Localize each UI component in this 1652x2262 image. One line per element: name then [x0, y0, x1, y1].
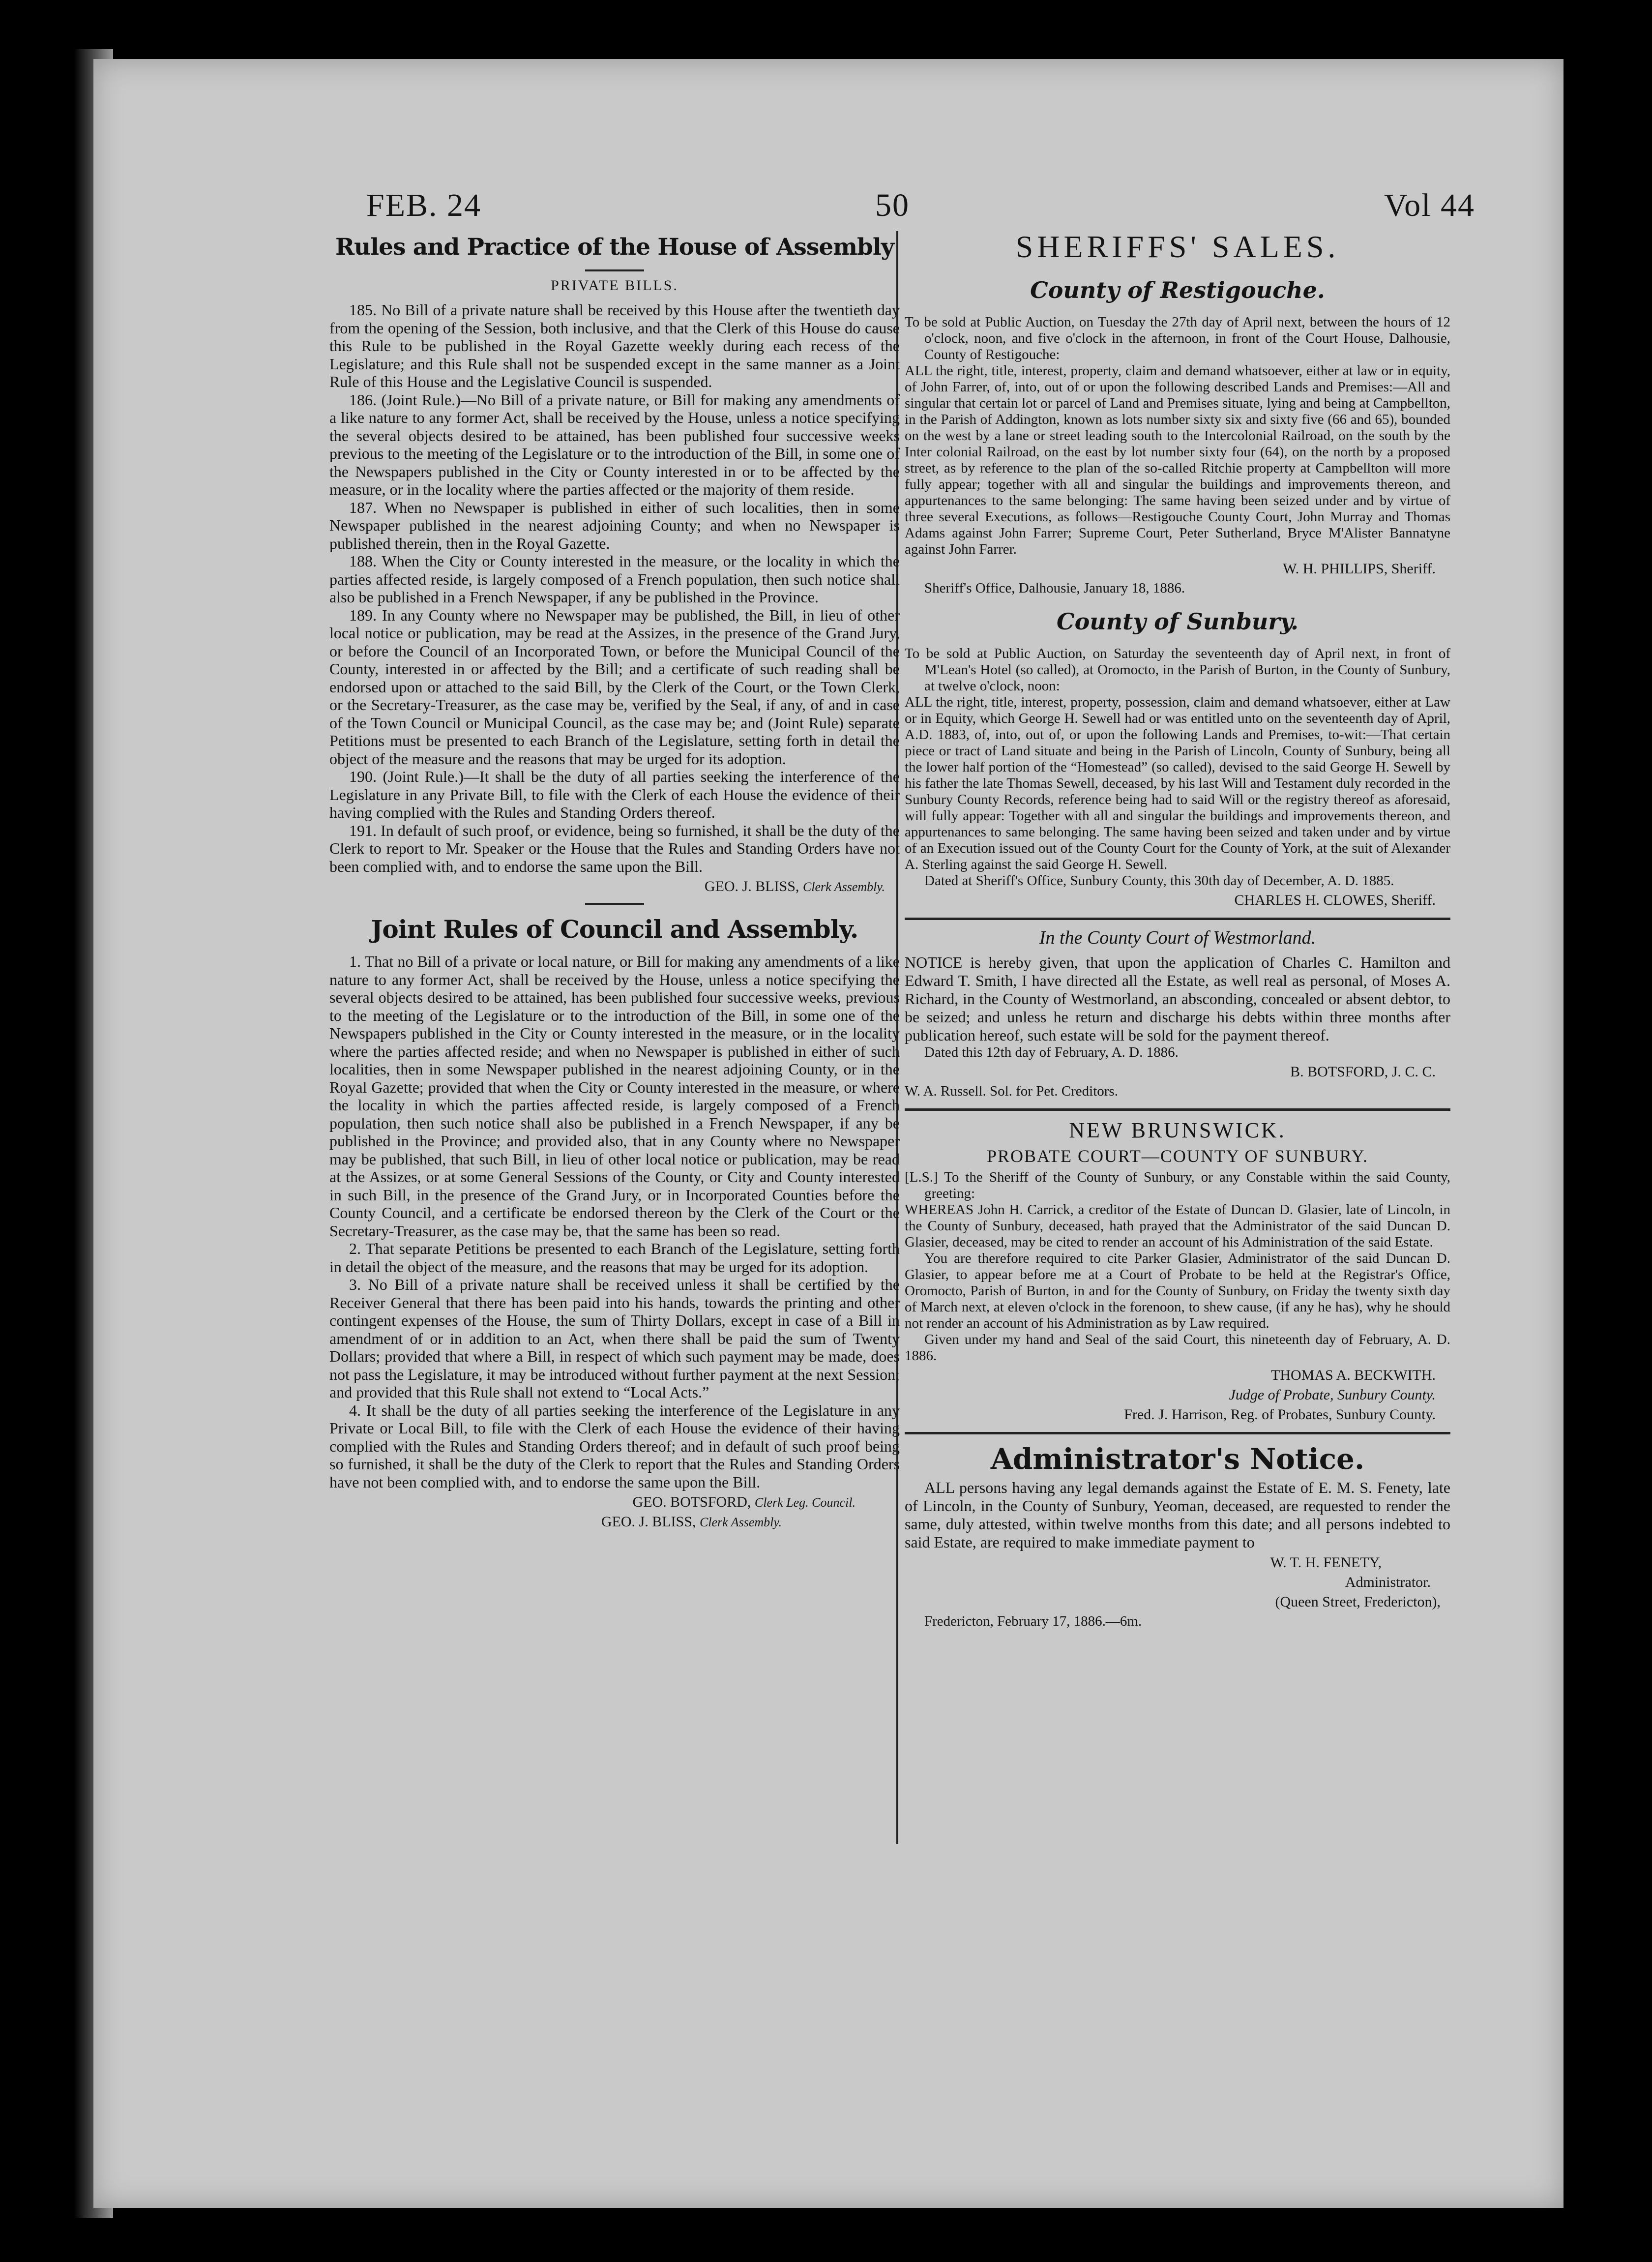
restigouche-date: Sheriff's Office, Dalhousie, January 18, 1886. [924, 580, 1185, 596]
header-date: FEB. 24 [366, 187, 482, 223]
administrators-notice-title: Administrator's Notice. [990, 1442, 1365, 1476]
new-brunswick-heading: NEW BRUNSWICK. [1069, 1118, 1286, 1142]
administrator-address: (Queen Street, Fredericton), [1275, 1594, 1441, 1610]
administrator-title: Administrator. [1345, 1574, 1431, 1590]
joint-rule-2: 2. That separate Petitions be presented to each Branch of the Legislature, setting forth in detail the object of the measure, and the reasons that may be urged for its adoption. [329, 1240, 900, 1276]
county-sunbury-heading: County of Sunbury. [1056, 608, 1299, 635]
signature-name: GEO. J. BLISS, [704, 878, 799, 894]
rule-190: 190. (Joint Rule.)—It shall be the duty of all parties seeking the interference of the Legislature in any Private Bill, to file with the Clerk of each House the evidence of their having complied with the Rules and Standing Orders thereof. [329, 768, 900, 821]
page-header [93, 123, 1564, 223]
section-rule [905, 918, 1450, 920]
restigouche-body: ALL the right, title, interest, property, claim and demand whatsoever, either at law or in equity, of John Farrer, of, into, out of or upon the following described Lands and Premises:—All and singular that certain lot or parcel of Land and Premises situate, lying and being at Campbellton, in the Parish of Addington, known as lots number sixty six and sixty five (66 and 65), bounded on the west by a lane or street leading south to the Intercolonial Railroad, on the south by the Inter colonial Railroad, on the east by lot number sixty four (64), on the north by a proposed street, as by reference to the plan of the so-called Ritchie property at Campbellton will more fully appear; together with all and singular the buildings and improvements thereon, and appurtenances to the same belonging: The same having been seized under and by virtue of three several Executions, as follows—Restigouche County Court, John Murray and Thomas Adams against John Farrer; Supreme Court, Peter Sutherland, Bryce M'Alister Bannatyne against John Farrer. [905, 363, 1450, 557]
restigouche-signature: W. H. PHILLIPS, Sheriff. [1283, 561, 1436, 577]
sunbury-date: Dated at Sheriff's Office, Sunbury County, this 30th day of December, A. D. 1885. [924, 873, 1394, 889]
title-rule [585, 269, 644, 271]
westmorland-solicitor: W. A. Russell. Sol. for Pet. Creditors. [905, 1083, 1118, 1099]
signature-role: Clerk Leg. Council. [754, 1495, 856, 1510]
signature-name: GEO. BOTSFORD, [632, 1494, 751, 1510]
probate-judge-signature: THOMAS A. BECKWITH. [1271, 1367, 1436, 1383]
probate-address: [L.S.] To the Sheriff of the County of Sunbury, or any Constable within the said County, greeting: [905, 1169, 1450, 1201]
joint-rule-3: 3. No Bill of a private nature shall be received unless it shall be certified by the Receiver General that there has been paid into his hands, towards the printing and other contingent expenses of the House, the sum of Thirty Dollars, except in case of a Bill in amendment of or in addition to an Act, when there shall be paid the sum of Twenty Dollars; provided that where a Bill, in respect of which such payment may be made, does not pass the Legislature, it may be introduced without further payment at the next Session; and provided that this Rule shall not extend to “Local Acts.” [329, 1276, 900, 1401]
signature-role: Clerk Assembly. [802, 880, 885, 894]
section-rule [905, 1108, 1450, 1111]
joint-rule-4: 4. It shall be the duty of all parties seeking the interference of the Legislature in any Private or Local Bill, to file with the Clerk of each House the evidence of their having complied with the Rules and Standing Orders thereof; and in default of such proof being so furnished, it shall be the duty of the Clerk to report that the Rules and Standing Orders have not been complied with, and to endorse the same upon the Bill. [329, 1401, 900, 1491]
probate-court-heading: PROBATE COURT—COUNTY OF SUNBURY. [987, 1146, 1368, 1166]
private-bills-subtitle: PRIVATE BILLS. [551, 277, 678, 294]
rule-187: 187. When no Newspaper is published in either of such localities, then in some Newspaper published in the nearest adjoining County; and when no Newspaper is published therein, then in the Royal Gazette. [329, 498, 900, 552]
probate-registrar: Fred. J. Harrison, Reg. of Probates, Sunbury County. [1124, 1406, 1436, 1423]
house-rules-title: Rules and Practice of the House of Assembly [335, 234, 894, 261]
sheriffs-sales-title: SHERIFFS' SALES. [1015, 229, 1340, 264]
joint-rule-1: 1. That no Bill of a private or local nature, or Bill for making any amendments of a like nature to any former Act, shall be received by the House, unless a notice specifying the several objects desired to be attained, has been published four successive weeks, previous to the meeting of the Legislature or to the introduction of the Bill, in some one of the Newspapers published in the City or County interested in the measure, or in the locality where the parties affected reside; and when no Newspaper is published in either of such localities, then in some Newspaper published in the nearest adjoining County, or in the Royal Gazette; provided that when the City or County interested in the measure, or where the locality in which the parties affected reside, is largely composed of a French population, then such notice shall also be published in a French Newspaper, if any be published in the Province; and provided also, that in any County where no Newspaper may be published, that such Bill, in lieu of other local notice or publication, may be read at the Assizes, or at some General Sessions of the County, or City and County interested in such Bill, in the presence of the Grand Jury, or in Incorporated Counties before the County Council, and a certificate be endorsed thereon by the Clerk of the Court or the Secretary-Treasurer, as the case may be, that the same has been so read. [329, 952, 900, 1240]
probate-citation: You are therefore required to cite Parker Glasier, Administrator of the said Duncan D. Glasier, to appear before me at a Court of Probate to be held at the Registrar's Office, Oromocto, Parish of Burton, in and for the County of Sunbury, on Friday the twenty sixth day of March next, at eleven o'clock in the forenoon, to shew cause, (if any he has), why he should not render an account of his Administration as by Law required. [905, 1250, 1450, 1331]
header-page-number: 50 [875, 187, 910, 223]
rule-188: 188. When the City or County interested in the measure, or the locality in which the parties affected reside, is largely composed of a French population, then such notice shall also be published in a French Newspaper, if any be published in the Province. [329, 552, 900, 606]
administrator-name: W. T. H. FENETY, [1270, 1554, 1382, 1571]
section-rule [585, 903, 644, 905]
sunbury-body: ALL the right, title, interest, property, possession, claim and demand whatsoever, either at Law or in Equity, which George H. Sewell had or was entitled unto on the seventeenth day of April, A.D. 1883, of, into, out of, or upon the following Lands and Premises, to-wit:—That certain piece or tract of Land situate and being in the Parish of Lincoln, County of Sunbury, being all the lower half portion of the “Homestead” (so called), devised to the said George H. Sewell by his father the late Thomas Sewell, deceased, by his last Will and Testament duly recorded in the Sunbury County Records, reference being had to said Will or the registry thereof as aforesaid, will fully appear: Together with all and singular the buildings and improvements thereon, and appurtenances to same belonging. The same having been seized and taken under and by virtue of an Execution issued out of the County Court for the County of York, at the suit of Alexander A. Sterling against the said George H. Sewell. [905, 694, 1450, 872]
signature-role: Clerk Assembly. [699, 1515, 782, 1529]
probate-judge-title: Judge of Probate, Sunbury County. [1229, 1387, 1436, 1403]
rule-189: 189. In any County where no Newspaper may be published, the Bill, in lieu of other local notice or publication, may be read at the Assizes, in the presence of the Grand Jury, or before the Council of an Incorporated Town, or before the Municipal Council of the County, interested in or affected by the Bill; and a certificate of such reading shall be endorsed upon or attached to the said Bill, by the Clerk of the Court, or the Town Clerk, or the Secretary-Treasurer, as the case may be, verified by the Seal, if any, of and in case of the Town Council or Municipal Council, as the case may be; and (Joint Rule) separate Petitions must be presented to each Branch of the Legislature, setting forth in detail the object of the measure and the reasons that may be urged for its adoption. [329, 606, 900, 768]
administrators-notice-body: ALL persons having any legal demands against the Estate of E. M. S. Fenety, late of Lincoln, in the County of Sunbury, Yeoman, deceased, are requested to render the same, duly attested, within twelve months from this date; and all persons indebted to said Estate, are required to make immediate payment to [905, 1479, 1450, 1551]
restigouche-intro: To be sold at Public Auction, on Tuesday the 27th day of April next, between the hours of 12 o'clock, noon, and five o'clock in the afternoon, in front of the Court House, Dalhousie, County of Restigouche: [905, 314, 1450, 362]
westmorland-body: NOTICE is hereby given, that upon the application of Charles C. Hamilton and Edward T. Smith, I have directed all the Estate, as well real as personal, of Moses A. Richard, in the County of Westmorland, an absconding, concealed or absent debtor, to be seized; and unless he return and discharge his debts within three months after publication hereof, such estate will be sold for the payment thereof. [905, 953, 1450, 1044]
signature-bliss [329, 878, 900, 895]
signature-botsford [329, 1494, 900, 1511]
administrators-notice-date: Fredericton, February 17, 1886.—6m. [924, 1613, 1142, 1629]
sunbury-intro: To be sold at Public Auction, on Saturday the seventeenth day of April next, in front of M'Lean's Hotel (so called), at Oromocto, in the Parish of Burton, in the County of Sunbury, at twelve o'clock, noon: [905, 646, 1450, 694]
joint-rules-title: Joint Rules of Council and Assembly. [371, 915, 858, 944]
westmorland-judge-signature: B. BOTSFORD, J. C. C. [1290, 1064, 1436, 1080]
county-restigouche-heading: County of Restigouche. [1030, 277, 1325, 303]
signature-name: GEO. J. BLISS, [601, 1514, 696, 1530]
signature-bliss-2 [329, 1514, 900, 1530]
header-volume: Vol 44 [1384, 187, 1475, 223]
rule-185: 185. No Bill of a private nature shall be received by this House after the twentieth day from the opening of the Session, both inclusive, and that the Clerk of this House do cause this Rule to be published in the Royal Gazette weekly during each recess of the Legislature; and this Rule shall not be suspended except in the same manner as a Joint Rule of this House and the Legislative Council is suspended. [329, 301, 900, 390]
probate-whereas: WHEREAS John H. Carrick, a creditor of the Estate of Duncan D. Glasier, late of Lincoln, in the County of Sunbury, deceased, hath prayed that the Administrator of the said Duncan D. Glasier, deceased, may be cited to render an account of his Administration of the said Estate. [905, 1202, 1450, 1250]
section-rule [905, 1432, 1450, 1434]
left-column [329, 224, 900, 2142]
westmorland-heading: In the County Court of Westmorland. [1039, 927, 1316, 948]
probate-given: Given under my hand and Seal of the said Court, this nineteenth day of February, A. D. 1886. [905, 1332, 1450, 1364]
rule-191: 191. In default of such proof, or evidence, being so furnished, it shall be the duty of the Clerk to report to Mr. Speaker or the House that the Rules and Standing Orders have not been complied with, and to endorse the same upon the Bill. [329, 821, 900, 875]
westmorland-date: Dated this 12th day of February, A. D. 1886. [924, 1044, 1179, 1060]
sunbury-signature: CHARLES H. CLOWES, Sheriff. [1234, 892, 1436, 908]
right-column [905, 224, 1450, 2142]
rule-186: 186. (Joint Rule.)—No Bill of a private nature, or Bill for making any amendments of a like nature to any former Act, shall be received by the House, unless a notice specifying the several objects desired to be attained, has been published four successive weeks previous to the meeting of the Legislature or to the introduction of the Bill, in some one of the Newspapers published in the City or County interested in or to be affected by the measure, or in the locality where the parties affected or the majority of them reside. [329, 390, 900, 498]
